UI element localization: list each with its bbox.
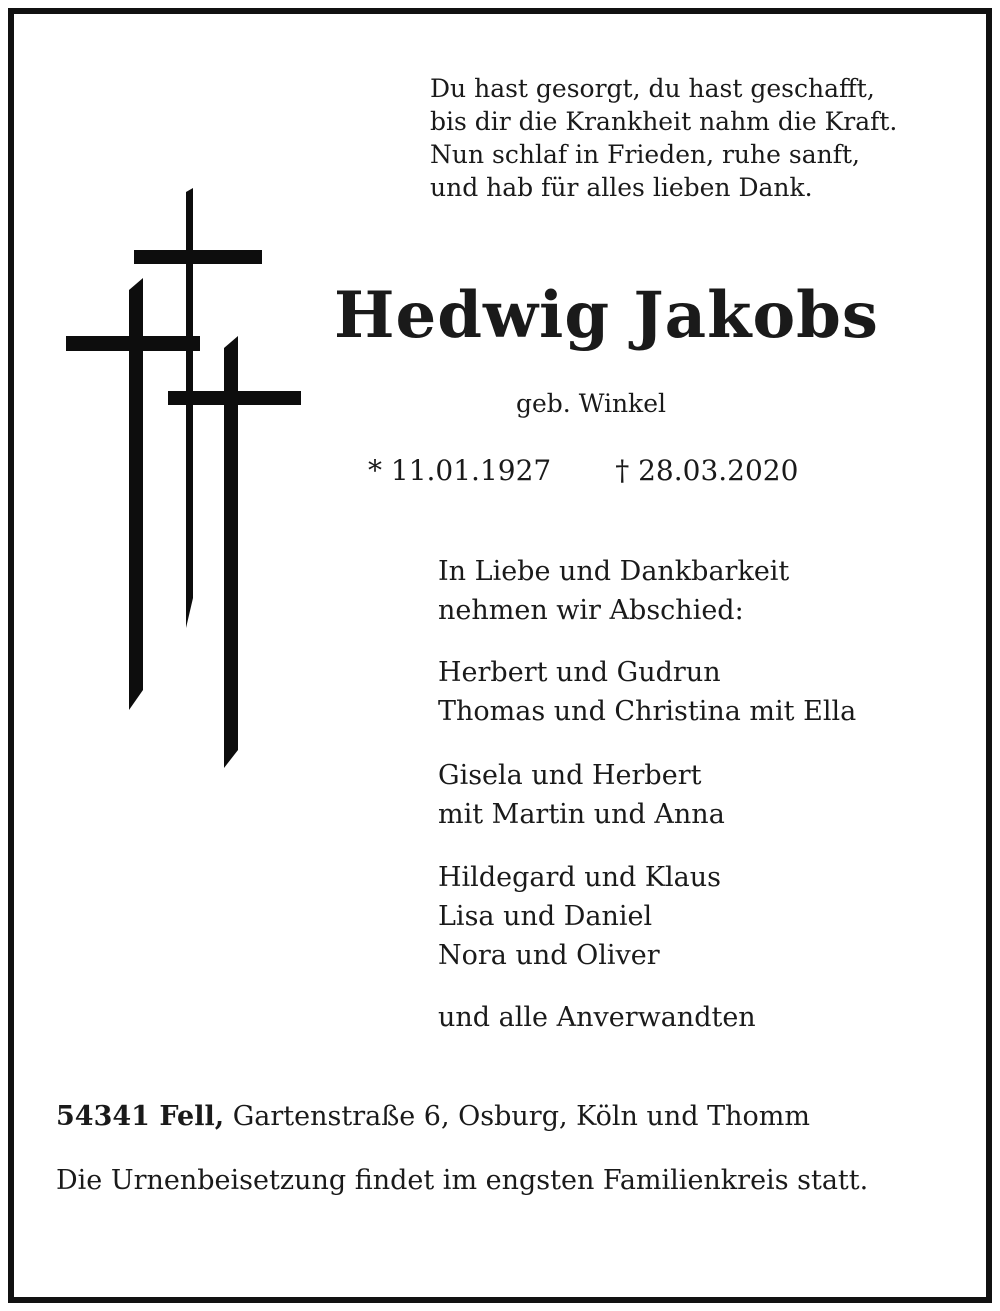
birth-name: geb. Winkel [516, 389, 666, 418]
mourner-group [438, 756, 725, 834]
three-crosses-icon [52, 178, 302, 778]
poem-line: Du hast gesorgt, du hast geschafft, [430, 74, 875, 103]
birth-date: * 11.01.1927 [368, 454, 552, 487]
poem-line: bis dir die Krankheit nahm die Kraft. [430, 107, 898, 136]
mourner-line: Gisela und Herbert [438, 760, 702, 791]
poem-line: und hab für alles lieben Dank. [430, 173, 813, 202]
family-address [56, 1098, 810, 1136]
farewell-line: nehmen wir Abschied: [438, 595, 744, 626]
farewell-text [438, 552, 789, 630]
death-date: † 28.03.2020 [615, 454, 799, 487]
mourner-line: Nora und Oliver [438, 940, 660, 971]
farewell-line: In Liebe und Dankbarkeit [438, 556, 790, 587]
cross-right-horizontal [168, 391, 301, 405]
cross-back-horizontal [134, 250, 262, 264]
poem-line: Nun schlaf in Frieden, ruhe sanft, [430, 140, 860, 169]
deceased-name: Hedwig Jakobs [334, 278, 879, 353]
mourner-line: Thomas und Christina mit Ella [438, 696, 857, 727]
mourner-line: und alle Anverwandten [438, 1002, 756, 1033]
mourner-line: Lisa und Daniel [438, 901, 653, 932]
address-place: 54341 Fell, [56, 1101, 225, 1132]
life-dates [368, 452, 798, 490]
mourner-line: mit Martin und Anna [438, 799, 725, 830]
memorial-poem [430, 72, 897, 204]
mourner-line: Herbert und Gudrun [438, 657, 721, 688]
mourner-group [438, 653, 856, 731]
mourner-group [438, 998, 756, 1037]
burial-note: Die Urnenbeisetzung findet im engsten Familienkreis statt. [56, 1165, 869, 1196]
mourner-group [438, 858, 721, 975]
address-rest: Gartenstraße 6, Osburg, Köln und Thomm [224, 1101, 810, 1132]
mourner-line: Hildegard und Klaus [438, 862, 722, 893]
